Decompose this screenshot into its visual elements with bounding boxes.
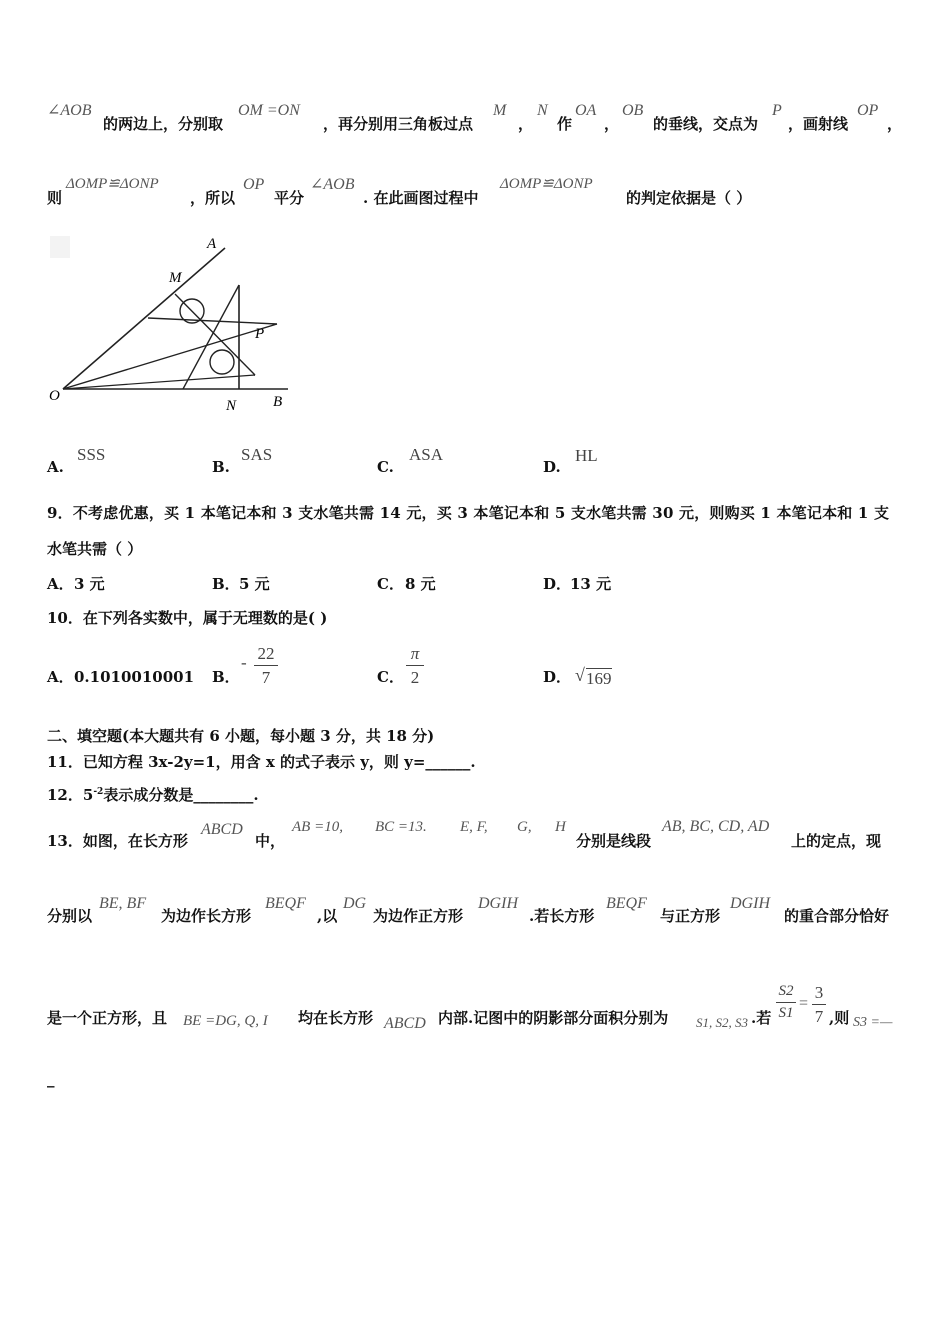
q9-option-d-label: D． [543, 575, 572, 593]
math-p: P [772, 102, 782, 119]
math-op: OP [243, 176, 265, 193]
math-be-bf: BE, BF [99, 895, 147, 912]
math-angle-aob: ∠AOB [310, 176, 355, 193]
q9-option-a-label: A． [47, 575, 74, 593]
option-d-label: D. [543, 458, 561, 476]
q12-exponent: -2 [93, 787, 104, 797]
answer-blank-cont: _ [47, 1070, 55, 1088]
math-abcd: ABCD [201, 821, 243, 838]
sqrt-sign: √ [575, 665, 585, 685]
q8-text: ， [604, 115, 620, 133]
math-angle-aob: ∠AOB [47, 102, 92, 119]
q13-text: 均在长方形 [298, 1009, 374, 1027]
math-op: OP [857, 102, 879, 119]
math-s-list: S1, S2, S3 [696, 1015, 748, 1030]
q8-text: ，画射线 [788, 115, 849, 133]
label-b: B [273, 394, 283, 410]
q13-text: ,则 [829, 1009, 850, 1027]
math-congruence: ΔOMP≌ΔONP [66, 176, 159, 192]
q10-option-b-fraction [254, 645, 278, 686]
math-om-on: OM =ON [238, 102, 300, 119]
math-abcd: ABCD [384, 1015, 426, 1032]
q10-stem: 10．在下列各实数中，属于无理数的是( ) [47, 609, 328, 627]
q13-text: 分别是线段 [576, 832, 652, 850]
ray-op [63, 324, 277, 389]
answer-blank-s3: S3 =— [853, 1015, 893, 1030]
q13-text: 13．如图，在长方形 [47, 832, 188, 850]
q10-option-b-sign: - [241, 653, 247, 672]
math-dgih: DGIH [478, 895, 518, 912]
q13-text: 上的定点，现 [791, 832, 882, 850]
q12-rest: 表示成分数是________. [103, 786, 259, 804]
ratio-value-fraction [812, 984, 826, 1025]
set-square-hole [210, 350, 234, 374]
fraction-denominator: 7 [261, 668, 271, 687]
q8-text: . 在此画图过程中 [363, 189, 479, 207]
q9-stem: 9．不考虑优惠，买 1 本笔记本和 3 支水笔共需 14 元，买 3 本笔记本和 5 支水笔共需 30 元，则购买 1 本笔记本和 1 支 [47, 504, 890, 522]
q8-text: 的垂线，交点为 [653, 115, 759, 133]
fraction-numerator: S2 [778, 983, 794, 999]
q8-text: 平分 [274, 189, 305, 207]
option-a-value: SSS [77, 445, 106, 464]
math-segments: AB, BC, CD, AD [662, 818, 770, 835]
q10-option-a-value: 0.1010010001 [74, 668, 195, 686]
math-dg: DG [343, 895, 367, 912]
fraction-numerator: 3 [814, 983, 824, 1002]
q10-option-c-label: C． [377, 668, 404, 686]
q8-text: 则 [47, 189, 63, 207]
q9-option-b-label: B． [212, 575, 240, 593]
fraction-bar [406, 665, 424, 666]
fraction-bar [776, 1002, 796, 1003]
sqrt-radicand: 169 [586, 669, 612, 688]
q13-text: 是一个正方形，且 [47, 1009, 168, 1027]
q9-option-a-value: 3 元 [74, 575, 105, 593]
math-condition: BE =DG, Q, I [183, 1013, 268, 1029]
label-a: A [207, 236, 217, 252]
q13-text: 中， [255, 832, 286, 850]
q9-option-d-value: 13 元 [570, 575, 612, 593]
math-ab-10: AB =10, [292, 819, 343, 835]
q11-text: 11．已知方程 3x-2y=1，用含 x 的式子表示 y，则 y=______. [47, 753, 476, 771]
section-2-title: 二、填空题(本大题共有 6 小题，每小题 3 分，共 18 分) [47, 727, 435, 745]
math-g: G, [517, 819, 532, 835]
option-b-label: B. [212, 458, 230, 476]
q9-option-c-value: 8 元 [405, 575, 436, 593]
label-m: M [169, 270, 182, 286]
math-dgih: DGIH [730, 895, 770, 912]
q9-stem-cont: 水笔共需（ ） [47, 540, 143, 558]
math-e-f: E, F, [460, 819, 488, 835]
q10-option-c-fraction [406, 645, 424, 686]
fraction-bar [254, 665, 278, 666]
q10-option-d-label: D． [543, 668, 572, 686]
perpendicular-mp [148, 318, 277, 324]
q8-text: 的判定依据是（ ） [626, 189, 752, 207]
math-n: N [537, 102, 548, 119]
math-beqf: BEQF [265, 895, 306, 912]
q10-option-a-label: A． [47, 668, 74, 686]
math-congruence: ΔOMP≌ΔONP [500, 176, 593, 192]
math-h: H [555, 819, 566, 835]
q13-text: ,以 [317, 907, 338, 925]
option-b-value: SAS [241, 445, 273, 464]
q13-text: 与正方形 [660, 907, 721, 925]
q13-text: 的重合部分恰好 [784, 907, 890, 925]
option-a-label: A. [47, 458, 64, 476]
math-beqf: BEQF [606, 895, 647, 912]
figure-artifact [50, 236, 70, 258]
fraction-denominator: 7 [814, 1007, 824, 1026]
q13-text: 分别以 [47, 907, 93, 925]
fraction-numerator: π [410, 644, 420, 663]
set-square-edge [63, 375, 255, 389]
fraction-bar [812, 1004, 826, 1005]
math-m: M [493, 102, 507, 119]
equals-sign: = [799, 995, 809, 1012]
q8-text: ， [887, 115, 903, 133]
option-d-value: HL [575, 446, 598, 465]
option-c-label: C. [377, 458, 394, 476]
q8-text: 作 [557, 115, 573, 133]
q13-text: 内部.记图中的阴影部分面积分别为 [438, 1009, 669, 1027]
q13-text: .若长方形 [529, 907, 595, 925]
q13-text: .若 [751, 1009, 772, 1027]
label-o: O [49, 388, 60, 404]
q8-text: ，所以 [190, 189, 236, 207]
q10-option-b-label: B． [212, 668, 240, 686]
math-ob: OB [622, 102, 644, 119]
fraction-denominator: 2 [410, 668, 420, 687]
q12-base: 12．5 [47, 786, 94, 804]
q12-text [47, 788, 259, 803]
q9-option-b-value: 5 元 [239, 575, 270, 593]
ratio-fraction [776, 984, 796, 1021]
label-p: P [255, 326, 265, 342]
label-n: N [226, 398, 237, 414]
math-oa: OA [575, 102, 597, 119]
q9-option-c-label: C． [377, 575, 404, 593]
fraction-numerator: 22 [257, 644, 275, 663]
angle-bisector-figure [45, 230, 295, 420]
q8-text: 的两边上，分别取 [103, 115, 224, 133]
math-bc-13: BC =13. [375, 819, 427, 835]
q8-text: ， [518, 115, 534, 133]
q13-text: 为边作长方形 [161, 907, 252, 925]
set-square-edge [183, 285, 239, 389]
q8-text: ，再分别用三角板过点 [323, 115, 474, 133]
fraction-denominator: S1 [778, 1005, 794, 1021]
q13-text: 为边作正方形 [373, 907, 464, 925]
option-c-value: ASA [409, 445, 444, 464]
